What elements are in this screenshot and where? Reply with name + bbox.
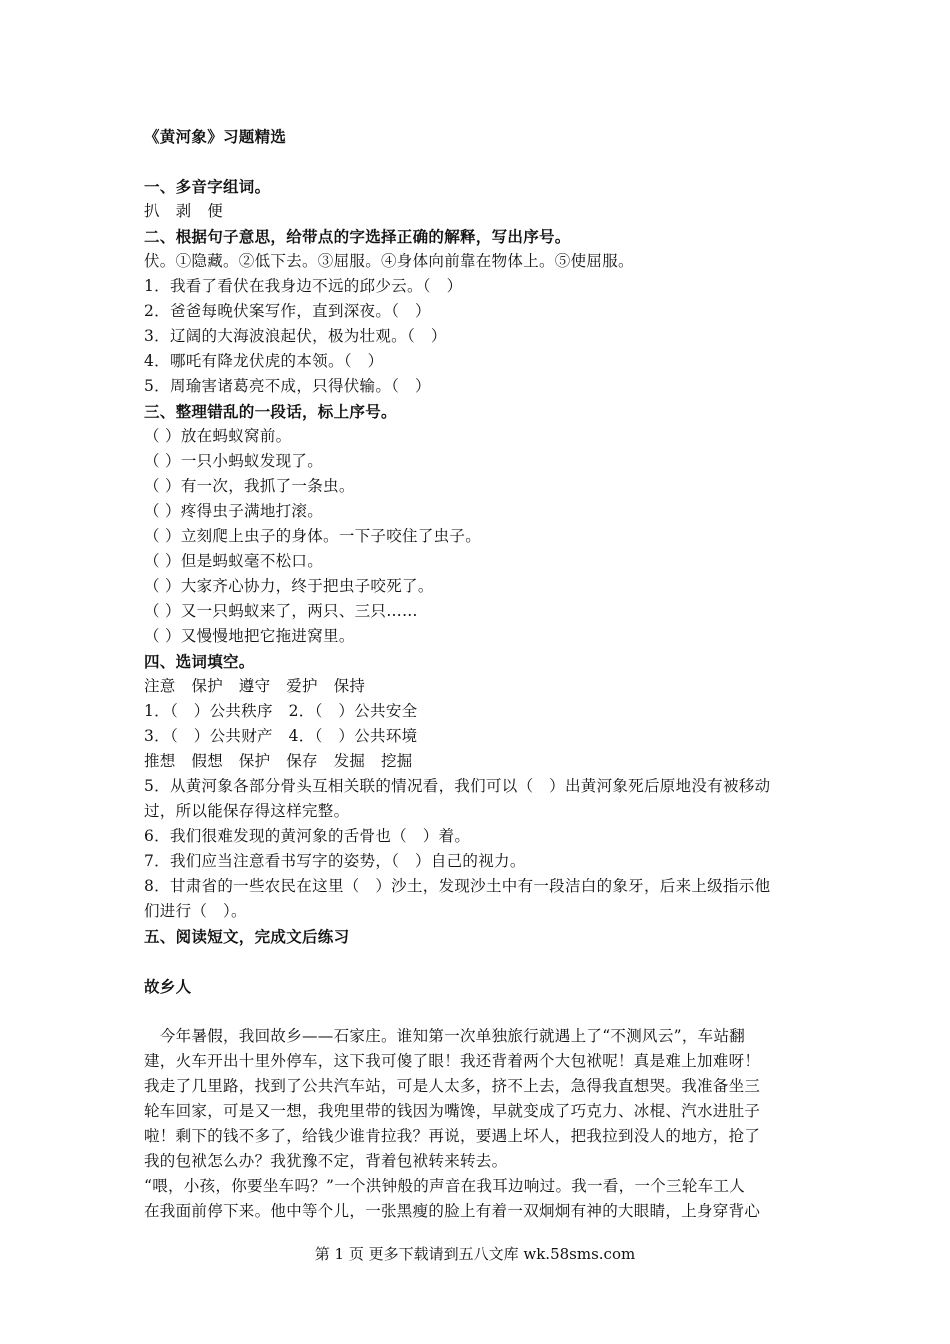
story-line: 建，火车开出十里外停车，这下我可傻了眼！我还背着两个大包袱呢！真是难上加难呀！ — [144, 1052, 761, 1070]
question-line: （ ）立刻爬上虫子的身体。一下子咬住了虫子。 — [144, 527, 482, 545]
question-line: 们进行（ ）。 — [144, 902, 247, 920]
document-title: 《黄河象》习题精选 — [144, 127, 287, 146]
question-line: 1．（ ）公共秩序 2．（ ）公共安全 — [144, 702, 418, 720]
paragraph-line: 扒 剥 便 — [144, 202, 224, 220]
question-line: 5．从黄河象各部分骨头互相关联的情况看，我们可以（ ）出黄河象死后原地没有被移动 — [144, 777, 771, 795]
story-line: 今年暑假，我回故乡——石家庄。谁知第一次单独旅行就遇上了“不测风云”，车站翻 — [144, 1027, 746, 1045]
section-heading: 一、多音字组词。 — [144, 177, 271, 196]
question-line: 2．爸爸每晚伏案写作，直到深夜。（ ） — [144, 302, 431, 320]
story-line: 在我面前停下来。他中等个儿，一张黑瘦的脸上有着一双炯炯有神的大眼睛，上身穿背心 — [144, 1202, 761, 1220]
question-line: （ ）但是蚂蚁毫不松口。 — [144, 552, 324, 570]
question-line: 3．辽阔的大海波浪起伏，极为壮观。（ ） — [144, 327, 447, 345]
story-line: 啦！剩下的钱不多了，给钱少谁肯拉我？再说，要遇上坏人，把我拉到没人的地方，抢了 — [144, 1127, 761, 1145]
question-line: （ ）疼得虫子满地打滚。 — [144, 502, 324, 520]
question-line: （ ）又慢慢地把它拖进窝里。 — [144, 627, 355, 645]
story-line: 轮车回家，可是又一想，我兜里带的钱因为嘴馋，早就变成了巧克力、冰棍、汽水进肚子 — [144, 1102, 761, 1120]
question-line: 7．我们应当注意看书写字的姿势，（ ）自己的视力。 — [144, 852, 526, 870]
section-heading: 五、阅读短文，完成文后练习 — [144, 927, 350, 946]
question-line: （ ）放在蚂蚁窝前。 — [144, 427, 292, 445]
question-line: 5．周瑜害诸葛亮不成，只得伏输。（ ） — [144, 377, 431, 395]
question-line: 过，所以能保存得这样完整。 — [144, 802, 350, 820]
question-line: （ ）有一次，我抓了一条虫。 — [144, 477, 355, 495]
paragraph-line: 伏。①隐藏。②低下去。③屈服。④身体向前靠在物体上。⑤使屈服。 — [144, 252, 634, 270]
story-line: 我的包袱怎么办？我犹豫不定，背着包袱转来转去。 — [144, 1152, 508, 1170]
page-footer: 第 1 页 更多下载请到五八文库 wk.58sms.com — [314, 1245, 636, 1263]
question-line: （ ）一只小蚂蚁发现了。 — [144, 452, 324, 470]
question-line: 3．（ ）公共财产 4．（ ）公共环境 — [144, 727, 418, 745]
story-line: “喂，小孩，你要坐车吗？”一个洪钟般的声音在我耳边响过。我一看，一个三轮车工人 — [144, 1177, 746, 1195]
word-bank: 注意 保护 遵守 爱护 保持 — [144, 677, 366, 695]
question-line: 4．哪吒有降龙伏虎的本领。（ ） — [144, 352, 384, 370]
question-line: （ ）又一只蚂蚁来了，两只、三只…… — [144, 602, 418, 620]
story-line: 我走了几里路，找到了公共汽车站，可是人太多，挤不上去，急得我直想哭。我准备坐三 — [144, 1077, 761, 1095]
story-title: 故乡人 — [144, 977, 192, 996]
question-line: 6．我们很难发现的黄河象的舌骨也（ ）着。 — [144, 827, 471, 845]
section-heading: 四、选词填空。 — [144, 652, 255, 671]
question-line: 8．甘肃省的一些农民在这里（ ）沙土，发现沙土中有一段洁白的象牙，后来上级指示他 — [144, 877, 771, 895]
question-line: 1．我看了看伏在我身边不远的邱少云。（ ） — [144, 277, 463, 295]
section-heading: 二、根据句子意思，给带点的字选择正确的解释，写出序号。 — [144, 227, 571, 246]
question-line: （ ）大家齐心协力，终于把虫子咬死了。 — [144, 577, 434, 595]
section-heading: 三、整理错乱的一段话，标上序号。 — [144, 402, 397, 421]
word-bank: 推想 假想 保护 保存 发掘 挖掘 — [144, 752, 413, 770]
